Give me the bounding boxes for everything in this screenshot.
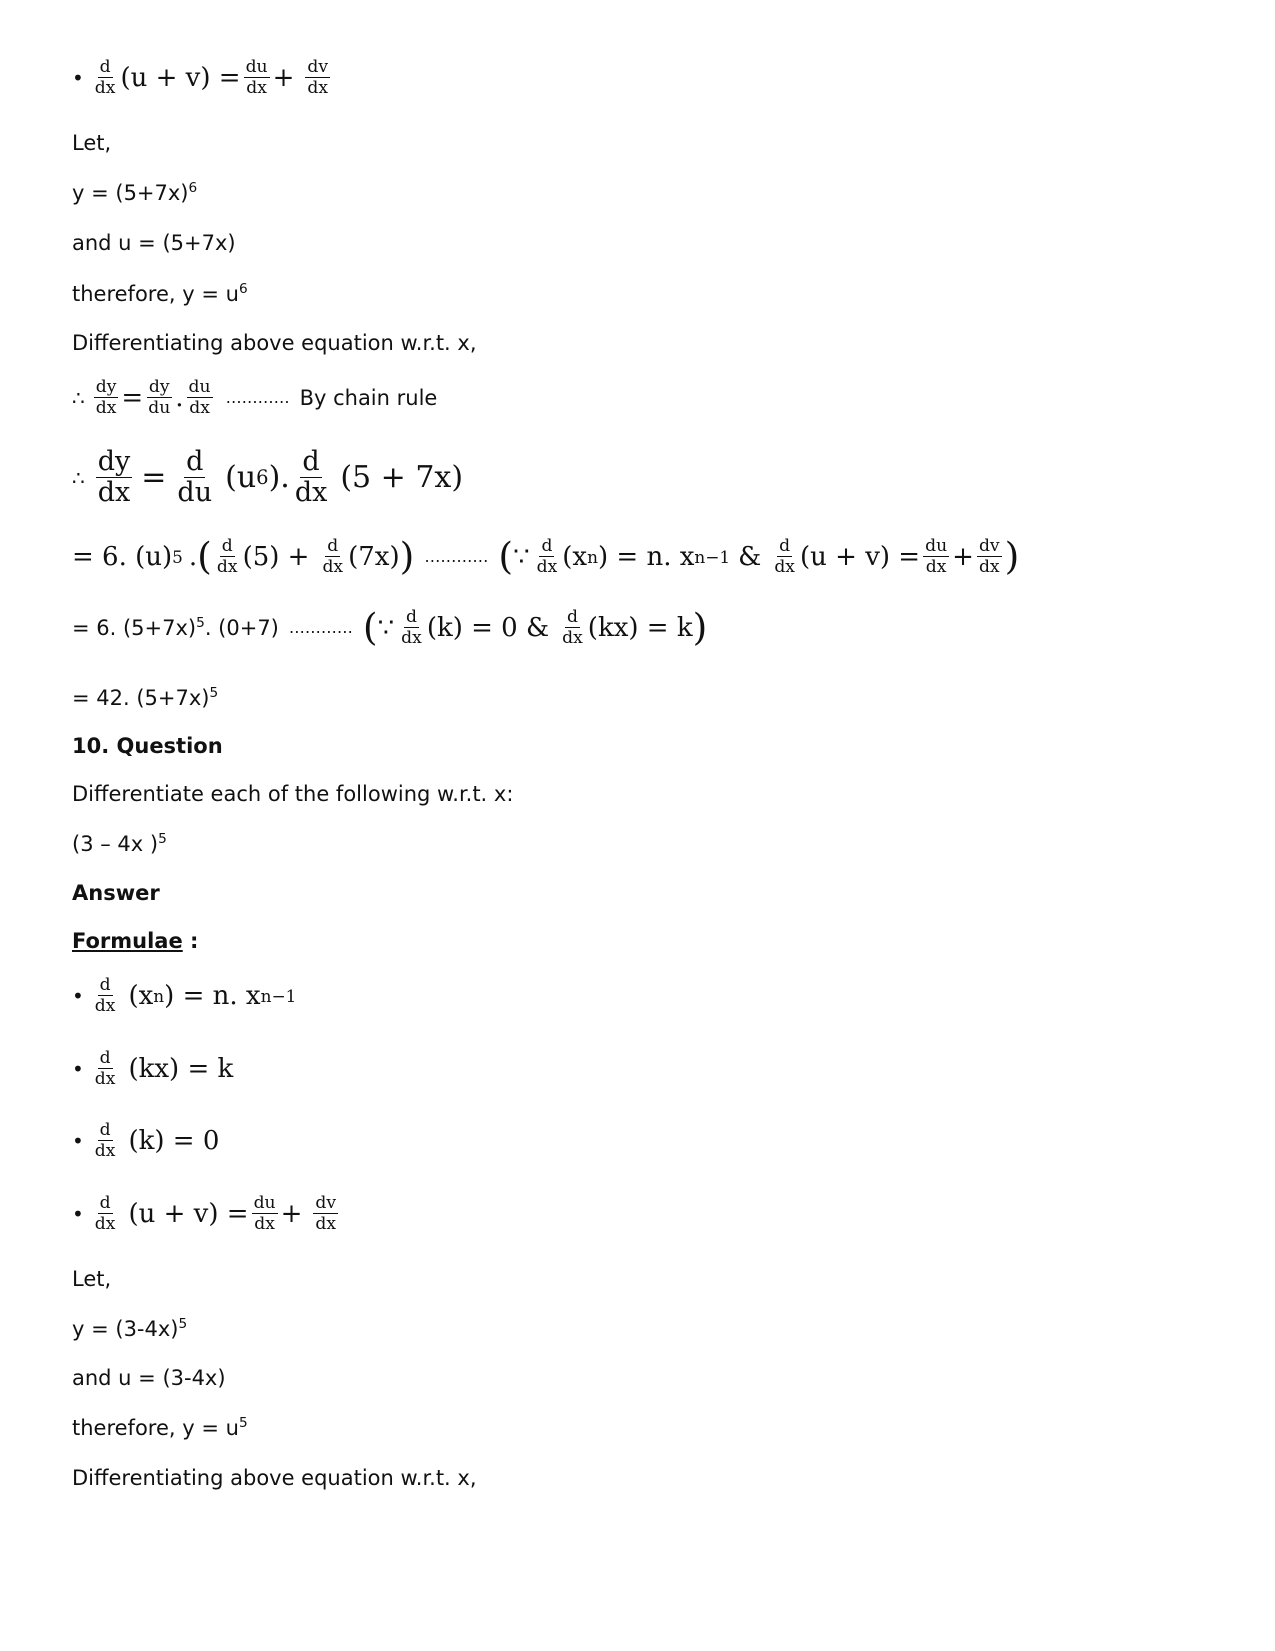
step2-equation: = 6. (u) 5 . ( $\frac{d}{dx}$ (5) + $\frac{d}{dx}$ (7x) ) ………… ( ∵ $\frac{d}{dx}$ (x n ) = n. x n−1 & $\frac{d}{dx}$ (u + v) = $\frac{du}{dx}$ + $\frac{dv}{dx}$ ) [72, 533, 1020, 578]
result-line: = 42. $(5+7x)^5$ [72, 684, 219, 710]
y-definition-2: $y = (3-4x)^5$ [72, 1315, 188, 1341]
bullet: • [72, 65, 84, 90]
formula-constant: • $\frac{d}{dx}$ (k) = 0 [72, 1120, 220, 1161]
derivative-operator: $\frac{d}{dx}$ [94, 57, 116, 98]
formulae-heading: Formulae : [72, 929, 199, 953]
formula-sum-rule-top: • $\frac{d}{dx}$ (u + v) = $\frac{du}{dx}$ + $\frac{dv}{dx}$ [72, 57, 329, 98]
answer-heading: Answer [72, 881, 160, 905]
y-definition: $y = (5+7x)^6$ [72, 179, 198, 205]
u-definition-2: and u = (3-4x) [72, 1366, 226, 1390]
therefore-line: therefore, $y = u^6$ [72, 280, 248, 306]
chain-rule-note: By chain rule [299, 385, 438, 410]
formula-constant-multiple: • $\frac{d}{dx}$ (kx) = k [72, 1048, 234, 1089]
step1-equation: ∴ $\frac{dy}{dx}$ = $\frac{d}{du}$ (u 6 ). $\frac{d}{dx}$ (5 + 7x) [72, 446, 464, 509]
differentiating-text: Differentiating above equation w.r.t. x, [72, 331, 477, 355]
chain-rule-equation: ∴ $\frac{dy}{dx}$ = $\frac{dy}{du}$ . $\frac{du}{dx}$ ………… By chain rule [72, 377, 438, 418]
formula-power-rule: • $\frac{d}{dx}$ (x n ) = n. x n−1 [72, 975, 297, 1016]
question-title: 10. Question [72, 734, 223, 758]
let-text: Let, [72, 131, 112, 155]
therefore-line-2: therefore, $y = u^5$ [72, 1414, 248, 1440]
formula-sum-rule: • $\frac{d}{dx}$ (u + v) = $\frac{du}{dx}$ + $\frac{dv}{dx}$ [72, 1193, 337, 1234]
differentiating-text-2: Differentiating above equation w.r.t. x, [72, 1466, 477, 1490]
question-expression: (3 – 4x )$^5$ [72, 830, 167, 856]
let-text-2: Let, [72, 1267, 112, 1291]
u-definition: and u = (5+7x) [72, 231, 236, 255]
step3-equation: = 6. $(5+7x)^5$. (0+7) ………… ( ∵ $\frac{d}{dx}$ (k) = 0 & $\frac{d}{dx}$ (kx) = k ) [72, 604, 708, 649]
question-prompt: Differentiate each of the following w.r.t. x: [72, 782, 514, 806]
